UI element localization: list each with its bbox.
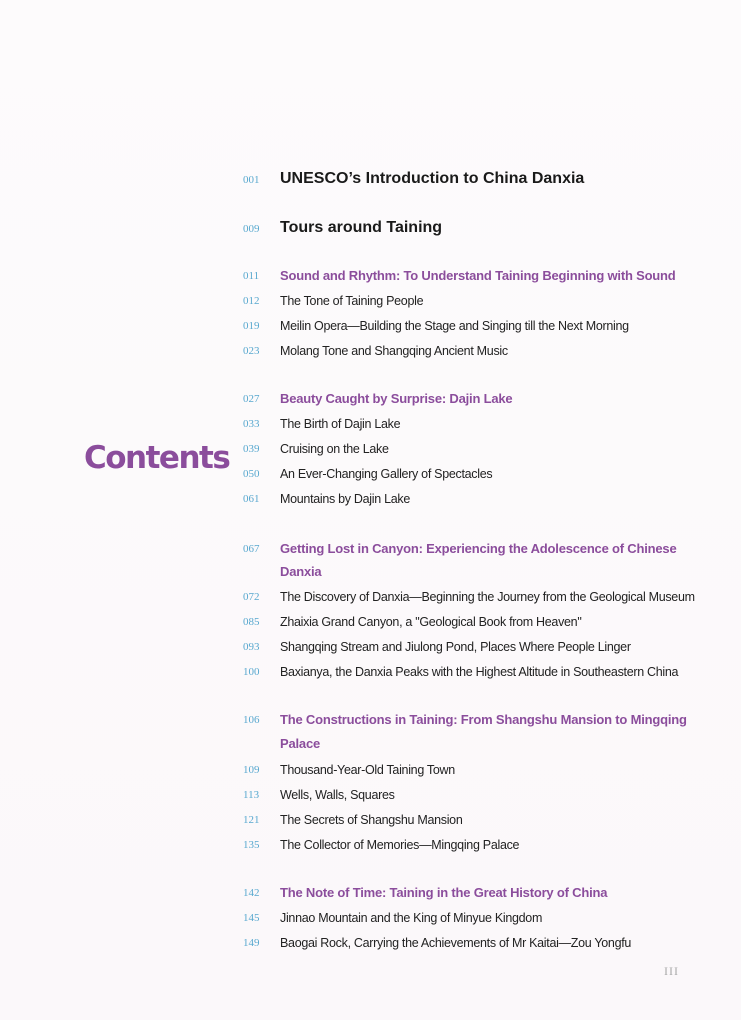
page-number: 113 [243,789,260,801]
page-number: 149 [243,937,260,949]
page-number: 072 [243,591,260,603]
section-title-continued: Danxia [280,564,322,579]
page-number: 121 [243,814,260,826]
entry-title: Jinnao Mountain and the King of Minyue Kingdom [280,911,543,925]
section-title: Sound and Rhythm: To Understand Taining Beginning with Sound [280,268,676,283]
page-folio: III [664,964,679,978]
entry-title: The Tone of Taining People [280,294,424,308]
entry-title: An Ever-Changing Gallery of Spectacles [280,467,493,481]
entry-title: Wells, Walls, Squares [280,788,395,802]
page-number: 023 [243,345,260,357]
section-title: Getting Lost in Canyon: Experiencing the Adolescence of Chinese [280,541,677,556]
page-number: 009 [243,223,260,235]
contents-heading: Contents [84,440,230,476]
page-number: 011 [243,270,260,282]
entry-title: UNESCO’s Introduction to China Danxia [280,170,585,187]
entry-title: The Birth of Dajin Lake [280,417,401,431]
section-title: The Constructions in Taining: From Shangshu Mansion to Mingqing [280,712,687,727]
page-number: 135 [243,839,260,851]
entry-title: Meilin Opera—Building the Stage and Singing till the Next Morning [280,319,629,333]
entry-title: Baogai Rock, Carrying the Achievements of Mr Kaitai—Zou Yongfu [280,936,632,950]
page-number: 100 [243,666,260,678]
page-number: 106 [243,714,260,726]
section-title-continued: Palace [280,736,321,751]
page-number: 093 [243,641,260,653]
page-number: 142 [243,887,260,899]
page-number: 019 [243,320,260,332]
page-number: 039 [243,443,260,455]
page-number: 033 [243,418,260,430]
page-number: 145 [243,912,260,924]
section-title: Beauty Caught by Surprise: Dajin Lake [280,391,513,406]
page-number: 109 [243,764,260,776]
entry-title: The Collector of Memories—Mingqing Palace [280,838,520,852]
page-number: 012 [243,295,260,307]
entry-title: Zhaixia Grand Canyon, a "Geological Book from Heaven" [280,615,582,629]
entry-title: Molang Tone and Shangqing Ancient Music [280,344,508,358]
entry-title: Tours around Taining [280,219,443,236]
entry-title: Thousand-Year-Old Taining Town [280,763,455,777]
entry-title: The Secrets of Shangshu Mansion [280,813,463,827]
entry-title: The Discovery of Danxia—Beginning the Journey from the Geological Museum [280,590,695,604]
page-number: 085 [243,616,260,628]
entry-title: Cruising on the Lake [280,442,389,456]
page-number: 061 [243,493,260,505]
entry-title: Shangqing Stream and Jiulong Pond, Places Where People Linger [280,640,631,654]
entry-title: Baxianya, the Danxia Peaks with the Highest Altitude in Southeastern China [280,665,679,679]
page-number: 027 [243,393,260,405]
section-title: The Note of Time: Taining in the Great History of China [280,885,608,900]
page-number: 050 [243,468,260,480]
page-number: 001 [243,174,260,186]
entry-title: Mountains by Dajin Lake [280,492,410,506]
page-number: 067 [243,543,260,555]
